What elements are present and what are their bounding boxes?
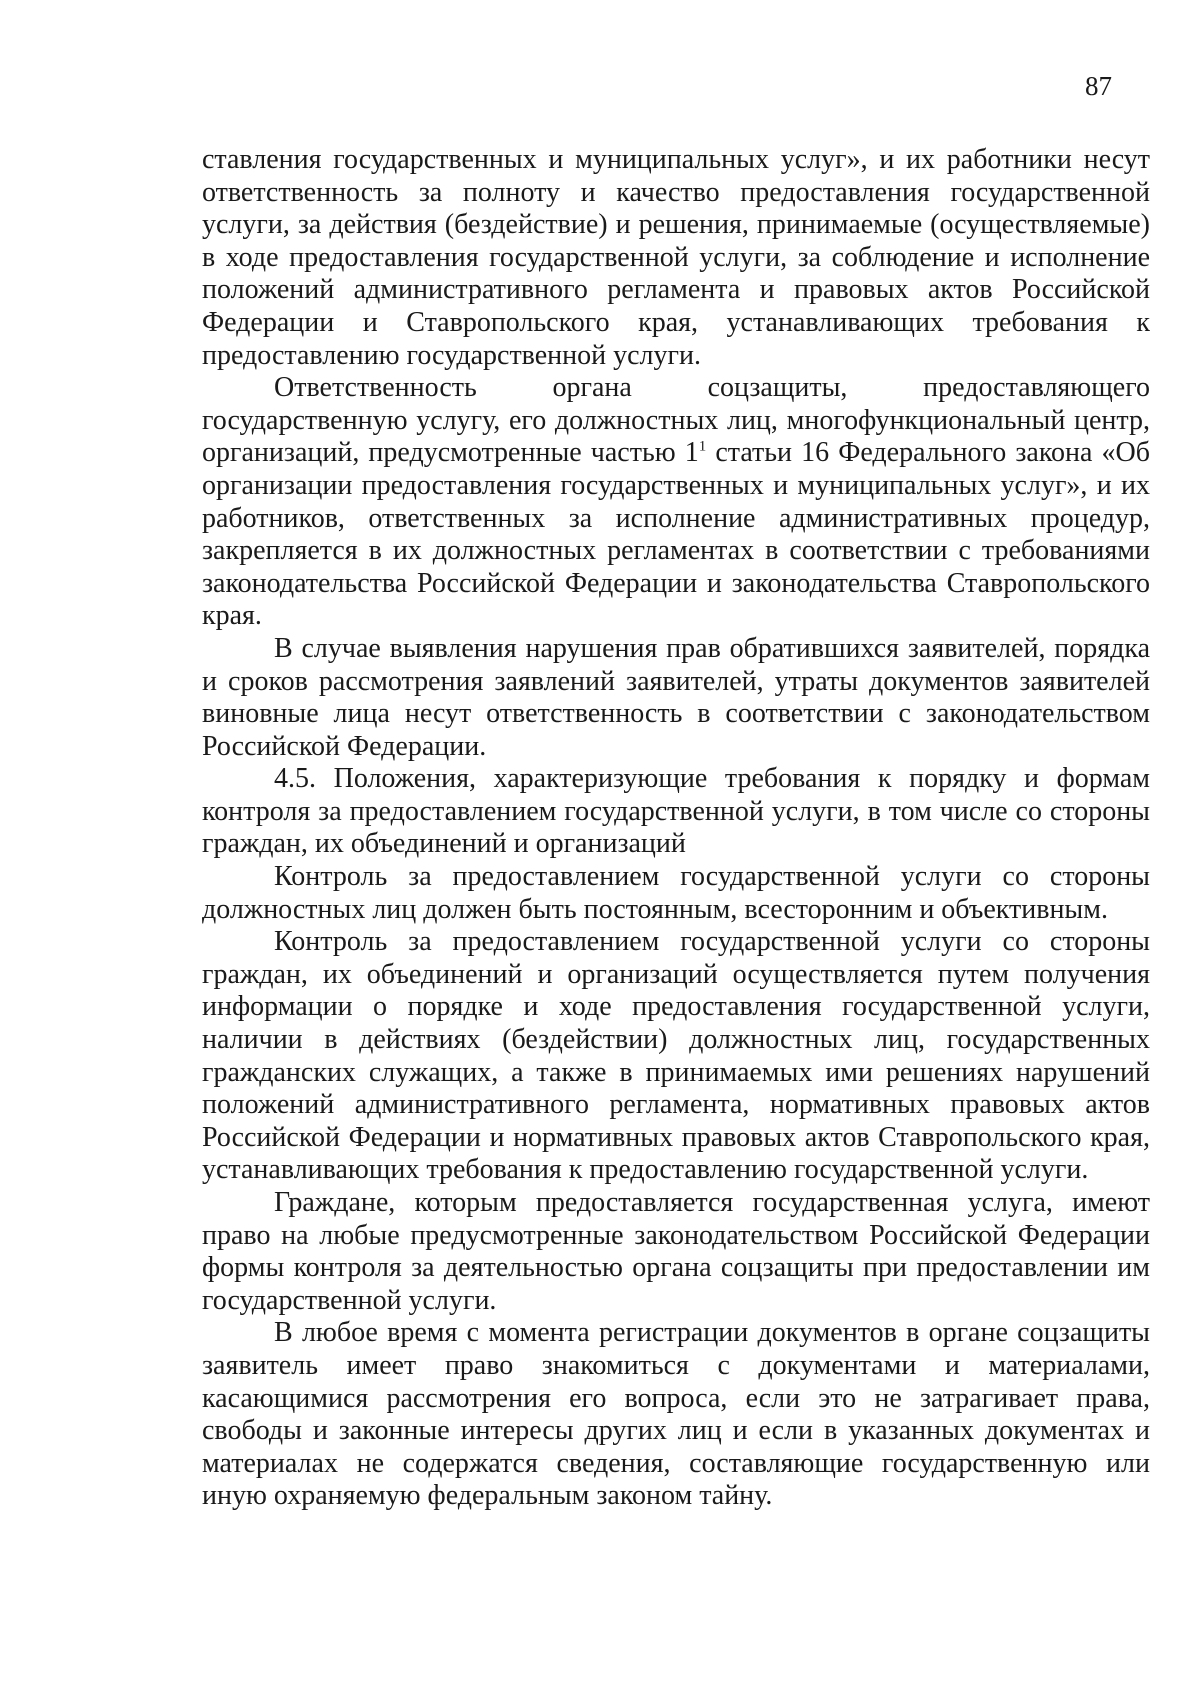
paragraph-document-access: В любое время с момента регистрации документов в органе соцзащиты заявитель имеет право знакомиться с документами и материалами, касающимися рассмотрения его вопроса, если это не затрагивает права, свободы и законные интересы других лиц и если в указанных документах и материалах не содержатся сведения, составляющие государственную или иную охраняемую федеральным законом тайну. <box>202 1317 1150 1512</box>
page-number: 87 <box>1085 71 1112 101</box>
paragraph-continuation: ставления государственных и муниципальных услуг», и их работники несут ответственность за полноту и качество предоставления государственной услуги, за действия (бездействие) и решения, принимаемые (осуществляемые) в ходе предоставления государственной услуги, за соблюдение и исполнение положений административного регламента и правовых актов Российской Федерации и Ставропольского края, устанавливающих требования к предоставлению государственной услуги. <box>202 144 1150 371</box>
paragraph-control-officials: Контроль за предоставлением государственной услуги со стороны должностных лиц должен быть постоянным, всесторонним и объективным. <box>202 861 1150 925</box>
superscript-footnote: 1 <box>698 439 707 456</box>
paragraph-citizens-rights: Граждане, которым предоставляется государственная услуга, имеют право на любые предусмотренные законодательством Российской Федерации формы контроля за деятельностью органа соцзащиты при предоставлении им государственной услуги. <box>202 1187 1150 1316</box>
paragraph-responsibility <box>202 372 1150 633</box>
section-heading-4-5: 4.5. Положения, характеризующие требования к порядку и формам контроля за предоставлением государственной услуги, в том числе со стороны граждан, их объединений и организаций <box>202 763 1150 860</box>
paragraph-violations: В случае выявления нарушения прав обратившихся заявителей, порядка и сроков рассмотрения заявлений заявителей, утраты документов заявителей виновные лица несут ответственность в соответствии с законодательством Российской Федерации. <box>202 632 1150 762</box>
paragraph-responsibility-text-cont: статьи 16 Федерального закона «Об организации предоставления государственных и муниципальных услуг», и их работников, ответственных за исполнение административных процедур, закрепляется в их должностных регламентах в соответствии с требованиями законодательства Российской Федерации и законодательства Ставропольского края. <box>202 437 1150 632</box>
paragraph-responsibility-text: Ответственность органа соцзащиты, предоставляющего государственную услугу, его должностных лиц, многофункциональный центр, организаций, предусмотренные частью 1 <box>202 372 1150 469</box>
body-text <box>202 144 1150 1513</box>
paragraph-control-citizens: Контроль за предоставлением государственной услуги со стороны граждан, их объединений и организаций осуществляется путем получения информации о порядке и ходе предоставления государственной услуги, наличии в действиях (бездействии) должностных лиц, государственных гражданских служащих, а также в принимаемых ими решениях нарушений положений административного регламента, нормативных правовых актов Российской Федерации и нормативных правовых актов Ставропольского края, устанавливающих требования к предоставлению государственной услуги. <box>202 926 1150 1186</box>
